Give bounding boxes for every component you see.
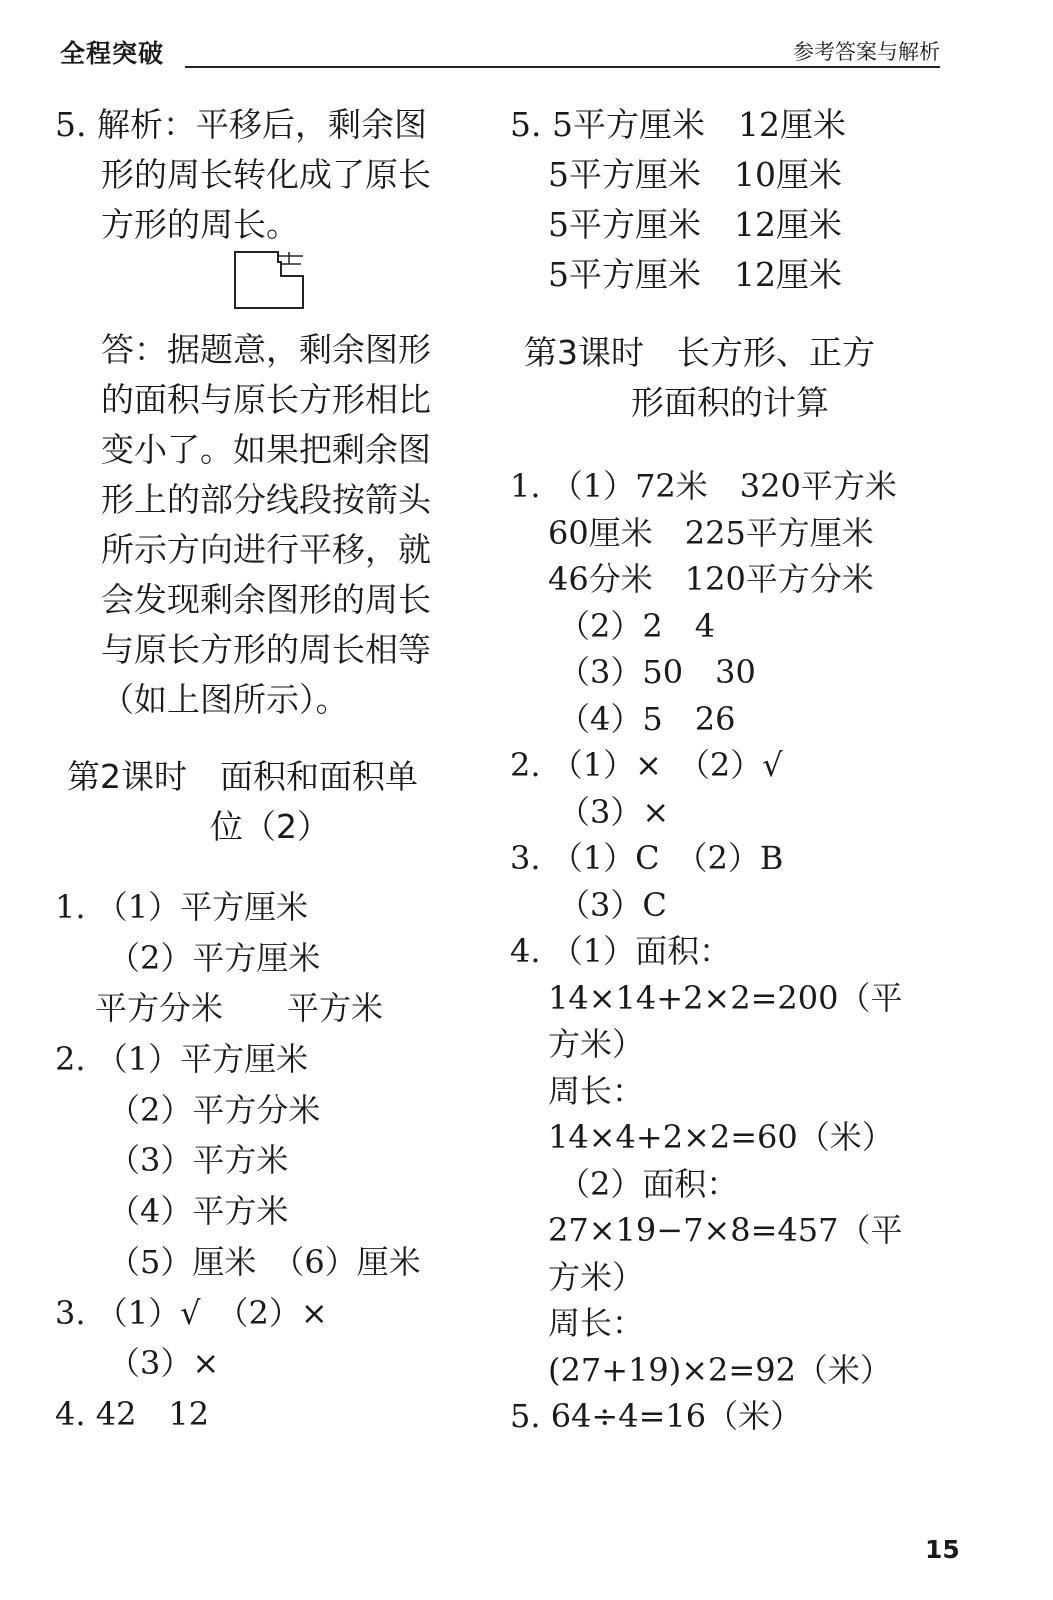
text-line: 答：据题意，剩余图形 <box>101 330 431 369</box>
text-line: 5. 64÷4=16（米） <box>510 1397 803 1435</box>
text-line: 4. 42 12 <box>55 1394 210 1433</box>
text-line: 1. （1）平方厘米 <box>55 888 309 926</box>
left-column <box>55 100 485 1440</box>
text-line: 方米） <box>548 1025 645 1063</box>
text-line: （2）2 4 <box>558 606 716 645</box>
text-line: （3）平方米 <box>108 1141 289 1180</box>
text-line: 的面积与原长方形相比 <box>101 380 431 419</box>
lesson-2-heading: 第2课时 面积和面积单 <box>67 757 418 796</box>
text-line: 5. 5平方厘米 12厘米 <box>510 105 846 144</box>
page-number: 15 <box>925 1535 960 1564</box>
header-title: 参考答案与解析 <box>793 40 940 64</box>
text-line: （3）50 30 <box>558 653 756 691</box>
page-header <box>60 30 940 74</box>
header-rule <box>185 66 940 68</box>
text-line: 形的周长转化成了原长 <box>101 155 431 194</box>
text-line: 变小了。如果把剩余图 <box>101 430 431 469</box>
text-line: （4）平方米 <box>108 1192 289 1231</box>
text-line: 5平方厘米 12厘米 <box>548 255 842 294</box>
text-line: 14×4+2×2=60（米） <box>548 1118 894 1156</box>
text-line: （3）× <box>558 792 670 831</box>
text-line: （2）平方分米 <box>108 1090 321 1129</box>
text-line: 3. （1）C （2）B <box>510 839 784 877</box>
text-line: （3）C <box>558 885 667 924</box>
text-line: 27×19−7×8=457（平 <box>548 1211 903 1249</box>
text-line: 4. （1）面积： <box>510 932 732 970</box>
text-line: （5）厘米 （6）厘米 <box>108 1242 421 1281</box>
text-line: 2. （1）平方厘米 <box>55 1040 309 1079</box>
text-line: 平方分米 平方米 <box>95 989 384 1028</box>
text-line: （4）5 26 <box>558 699 736 738</box>
text-line: 3. （1）√ （2）× <box>55 1293 328 1332</box>
right-column <box>510 100 950 1440</box>
text-line: 周长： <box>548 1304 645 1342</box>
text-line: 与原长方形的周长相等 <box>101 630 431 669</box>
text-line: 2. （1）× （2）√ <box>510 746 783 784</box>
text-line: (27+19)×2=92（米） <box>548 1350 892 1389</box>
text-line: 1. （1）72米 320平方米 <box>510 467 897 505</box>
text-line: （3）× <box>108 1344 220 1383</box>
lesson-2-heading-cont: 位（2） <box>210 807 330 846</box>
text-line: （2）面积： <box>558 1164 739 1203</box>
lesson-3-heading: 第3课时 长方形、正方 <box>524 333 875 372</box>
text-line: （如上图所示）。 <box>101 680 349 719</box>
text-line: 60厘米 225平方厘米 <box>548 513 874 552</box>
text-line: 形上的部分线段按箭头 <box>101 480 431 519</box>
book-logo: 全程突破 <box>60 39 165 68</box>
text-line: 14×14+2×2=200（平 <box>548 978 903 1017</box>
text-line: 会发现剩余图形的周长 <box>101 580 431 619</box>
text-line: 方米） <box>548 1257 645 1296</box>
lesson-3-heading-cont: 形面积的计算 <box>631 383 829 422</box>
rectangle-figure <box>55 250 485 325</box>
text-line: 周长： <box>548 1071 645 1110</box>
text-line: 5平方厘米 12厘米 <box>548 205 842 244</box>
text-line: 46分米 120平方分米 <box>548 560 874 598</box>
text-line: 5平方厘米 10厘米 <box>548 155 842 194</box>
text-line: 方形的周长。 <box>101 205 299 244</box>
text-line: （2）平方厘米 <box>108 938 321 977</box>
text-line: 所示方向进行平移，就 <box>101 530 431 569</box>
text-line: 5. 解析：平移后，剩余图 <box>55 105 427 144</box>
translated-rectangle-diagram <box>233 250 305 310</box>
